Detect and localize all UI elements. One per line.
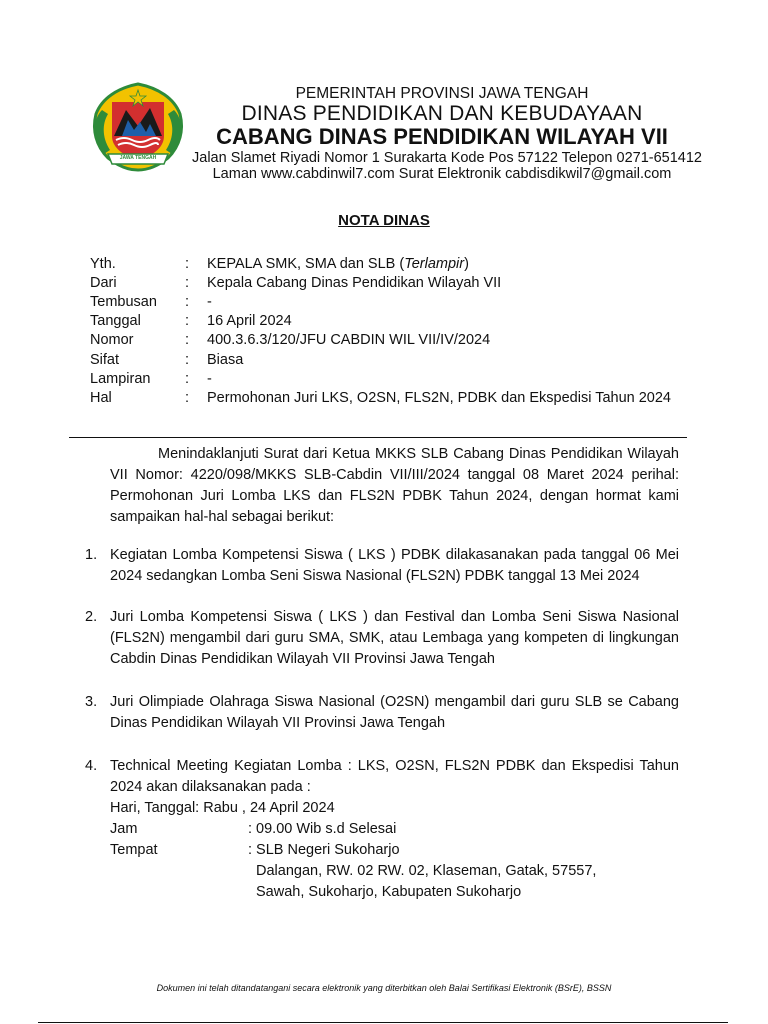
list-item-text: Juri Lomba Kompetensi Siswa ( LKS ) dan Festival dan Lomba Seni Siswa Nasional (FLS2N) mengambil dari guru SMA, SMK, atau Lembaga yang kompeten di lingkungan Cabdin Dinas Pendidikan Wilayah VII Provinsi Jawa Tengah (110, 609, 679, 667)
meta-colon: : (185, 256, 190, 272)
letterhead-government: PEMERINTAH PROVINSI JAWA TENGAH (295, 85, 589, 102)
header-divider (69, 437, 687, 438)
meta-value: Kepala Cabang Dinas Pendidikan Wilayah VII (207, 275, 502, 291)
meta-value: Biasa (207, 352, 244, 368)
list-item-number: 2. (85, 609, 98, 625)
list-item-number: 4. (85, 758, 98, 774)
list-item-text: Juri Olimpiade Olahraga Siswa Nasional (O2SN) mengambil dari guru SLB se Cabang Dinas Pendidikan Wilayah VII Provinsi Jawa Tengah (110, 694, 679, 731)
meeting-time-value: : 09.00 Wib s.d Selesai (248, 821, 397, 837)
logo-ribbon-text: JAWA TENGAH (119, 155, 157, 161)
meta-colon: : (185, 352, 190, 368)
intro-paragraph: Menindaklanjuti Surat dari Ketua MKKS SLB Cabang Dinas Pendidikan Wilayah VII Nomor: 4220/098/MKKS SLB-Cabdin VII/III/2024 tanggal 08 Maret 2024 perihal: Permohonan Juri Lomba LKS dan FLS2N PDBK Tahun 2024, dengan hormat kami sampaikan hal-hal sebagai berikut: (110, 446, 679, 525)
meta-value: 16 April 2024 (207, 313, 292, 329)
meta-label: Nomor (90, 332, 134, 348)
meeting-address-line1: Dalangan, RW. 02 RW. 02, Klaseman, Gatak, 57557, (256, 863, 597, 879)
meta-colon: : (185, 313, 190, 329)
meta-label: Tembusan (90, 294, 157, 310)
meeting-date: Hari, Tanggal: Rabu , 24 April 2024 (110, 800, 335, 816)
meeting-address-line2: Sawah, Sukoharjo, Kabupaten Sukoharjo (256, 884, 522, 900)
letterhead-agency: DINAS PENDIDIKAN DAN KEBUDAYAAN (241, 102, 643, 125)
meta-label: Dari (90, 275, 117, 291)
list-item-number: 3. (85, 694, 98, 710)
meta-colon: : (185, 332, 190, 348)
document-title: NOTA DINAS (338, 212, 430, 229)
meta-label: Lampiran (90, 371, 151, 387)
list-item-number: 1. (85, 547, 98, 563)
list-item-text: Technical Meeting Kegiatan Lomba : LKS, O2SN, FLS2N PDBK dan Ekspedisi Tahun 2024 akan dilaksanakan pada : (110, 758, 679, 795)
footer-divider (38, 1022, 728, 1023)
meta-colon: : (185, 275, 190, 291)
jawa-tengah-emblem-icon (88, 80, 188, 172)
meta-colon: : (185, 390, 190, 406)
meta-value: - (207, 371, 212, 387)
meeting-place-label: Tempat (110, 842, 158, 858)
meeting-time-label: Jam (110, 821, 138, 837)
letterhead-contact: Laman www.cabdinwil7.com Surat Elektronik cabdisdikwil7@gmail.com (212, 166, 672, 182)
meta-colon: : (185, 371, 190, 387)
meta-value: 400.3.6.3/120/JFU CABDIN WIL VII/IV/2024 (207, 332, 491, 348)
meta-label: Tanggal (90, 313, 141, 329)
meta-value: KEPALA SMK, SMA dan SLB (Terlampir) (207, 256, 469, 272)
meta-colon: : (185, 294, 190, 310)
meeting-place-value: : SLB Negeri Sukoharjo (248, 842, 400, 858)
letterhead-branch: CABANG DINAS PENDIDIKAN WILAYAH VII (216, 124, 668, 149)
list-item-text: Kegiatan Lomba Kompetensi Siswa ( LKS ) PDBK dilakasanakan pada tanggal 06 Mei 2024 sedangkan Lomba Seni Siswa Nasional (FLS2N) PDBK tanggal 13 Mei 2024 (110, 547, 679, 584)
meta-label: Sifat (90, 352, 120, 368)
e-signature-notice: Dokumen ini telah ditandatangani secara elektronik yang diterbitkan oleh Balai Sertifikasi Elektronik (BSrE), BSSN (156, 983, 612, 993)
meta-value: - (207, 294, 212, 310)
letterhead-address: Jalan Slamet Riyadi Nomor 1 Surakarta Kode Pos 57122 Telepon 0271-651412 (192, 150, 702, 166)
meta-label: Hal (90, 390, 112, 406)
meta-label: Yth. (90, 256, 116, 272)
meta-value: Permohonan Juri LKS, O2SN, FLS2N, PDBK dan Ekspedisi Tahun 2024 (207, 390, 671, 406)
